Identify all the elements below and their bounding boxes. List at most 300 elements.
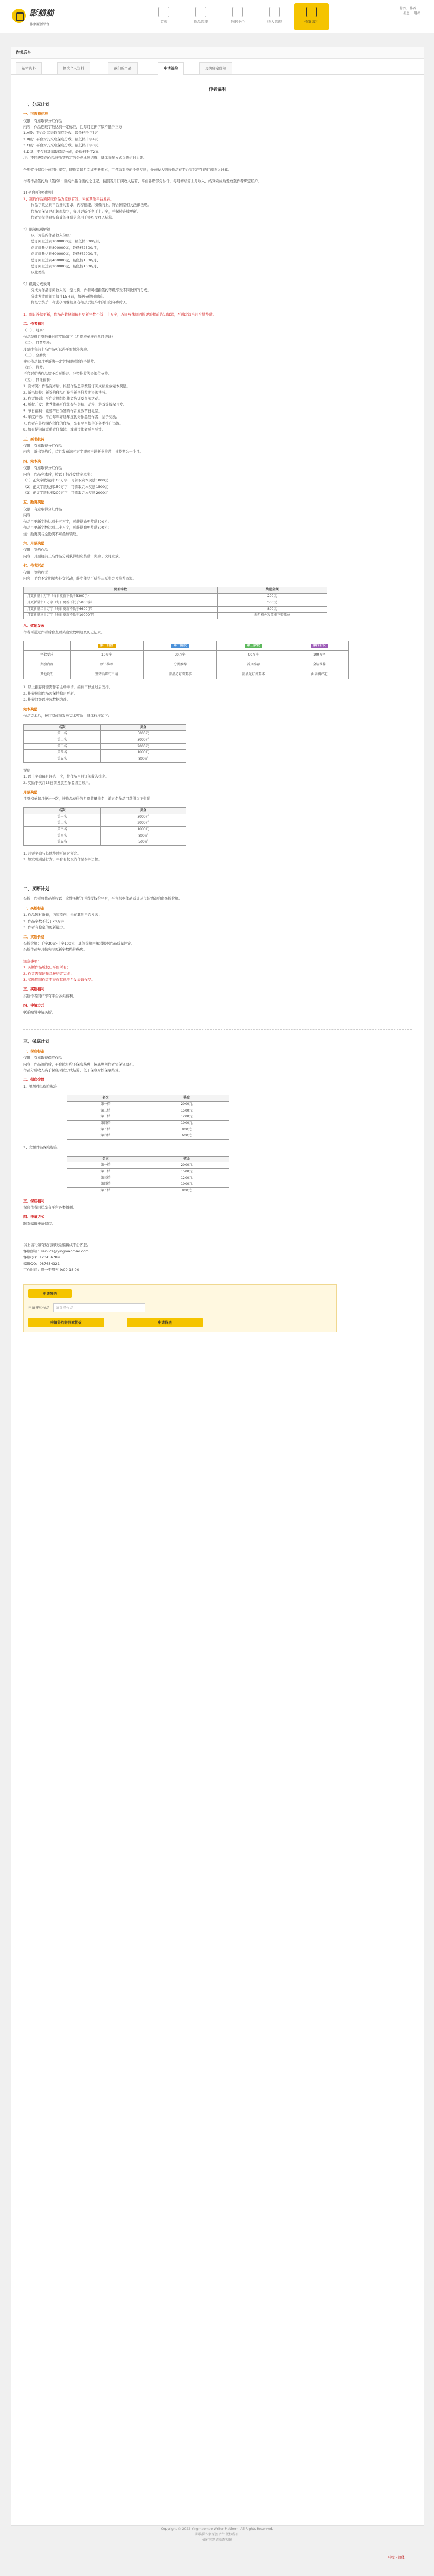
table-cell: 字数要求 [24,651,71,660]
table-cell: 1500元 [144,1108,229,1114]
table-cell: 由编辑评定 [290,670,349,679]
column-header: 名次 [24,724,101,731]
section-title: 二、买断计划 [23,886,49,891]
home-icon [158,7,169,17]
table-header-row [24,807,186,814]
text-line: 1. 完本奖：作品完本后，根据作品总字数及订阅成绩发放完本奖励。 [23,384,130,389]
subsection-title: 二、保底金额 [23,1077,44,1082]
stage-label: 第二阶段 [171,644,189,648]
text-line: 注意事项： [23,959,41,963]
table-cell: 每月额外发放推荐资源位 [218,613,327,619]
table-cell: 2000元 [144,1162,229,1169]
completion-reward-table [23,724,186,763]
line-group [23,851,412,863]
subsection-title: 月票奖励 [23,789,37,794]
subsection-title: 一、买断标准 [23,905,44,910]
paragraph: 作者作品签约后（签约）：签约作品自签约之日起，按照当月订阅收入结算，平台补贴部分另计，每月初结算上月收入，结算完成后发放至作者绑定账户。 [23,178,261,183]
apply-sign-button[interactable]: 申请签约 [28,1289,72,1298]
paragraph: 买断：作者将作品版权以一次性买断的形式授权给平台，平台根据作品质量及市场情况给出买断价格。 [23,896,182,901]
stage-label: 第四阶段 [311,644,328,648]
table-cell: 2000元 [144,1101,229,1108]
subsection-title: 六、月票奖励 [23,541,44,545]
text-line: 作品月更新字数达到二十万字，可获得勤更奖励800元； [23,525,111,530]
text-line: 工作时间：周一至周五 9:00-18:00 [23,1268,79,1272]
text-line: 总订阅量达到400000元，最低档1500/月， [31,258,101,262]
table-header-row [67,1095,229,1102]
column-header: 奖励金额 [218,587,327,594]
text-line: 2. 新书扶持：新签约作品可获得新书推荐期资源扶持。 [23,390,109,395]
table-row [24,660,349,670]
text-line: 联系编辑申请买断。 [23,1010,55,1014]
line-group [23,1222,412,1226]
table-cell: 月更新满三十万字（每日更新不低于10000字） [24,613,218,619]
text-line: 注：勤更奖与全勤奖不可叠加领取。 [23,531,80,536]
text-line: 1. 月票奖励与其他奖励可同时领取。 [23,851,81,856]
stage-header [24,641,71,651]
text-line: 以上福利如有疑问请联系编辑或平台客服。 [23,1243,91,1248]
table-cell: 月更新满十万字（每日更新不低于3300字） [24,594,218,600]
table-header-row [24,724,186,731]
table-row [24,594,327,600]
text-line: 分成发放时间为每月15日前，如遇节假日顺延。 [31,294,106,299]
table-row [24,826,186,833]
table-header-row [24,587,327,594]
table-cell: 3000元 [101,737,186,743]
column-header: 更新字数 [24,587,218,594]
table-row [24,743,186,750]
table-cell: 60万字 [217,651,290,660]
text-line: 作品月更新字数达到十五万字，可获得勤更奖励500元； [23,519,111,524]
subsection-title: 四、申请方式 [23,1215,44,1219]
table-cell: 首页推荐 [217,660,290,670]
table-cell: 需满足订阅要求 [143,670,216,679]
line-group [23,203,412,220]
footer-line: 影猫猫作家原创平台 版权所有 [195,2533,239,2536]
text-line: 买断作品每月按实际更新字数结算稿费。 [23,947,87,952]
text-line: 1. 以上推荐资源需作者主动申请，编辑审核通过后安排。 [23,685,113,690]
male-guarantee-table [67,1095,229,1140]
stage-label: 第三阶段 [245,644,262,648]
table-cell: 第四名 [24,750,101,756]
tab-change-email[interactable]: 更换绑定邮箱 [199,62,232,74]
table-row [67,1168,229,1175]
table-cell: 第六档 [67,1133,144,1140]
rule-title: 1) 平台可签约规则 [23,190,53,195]
table-cell: 3000元 [101,814,186,820]
line-group [23,570,412,582]
text-line: 总订阅量达到800000元，最低档2500/月， [31,245,101,250]
text-line: 4.D级：平台对其采取保底分成，最低档千字2元 [23,149,99,154]
subsection-title: 一、保底标准 [23,1049,44,1053]
table-cell: 第五档 [67,1187,144,1194]
text-line: 买断作者同样享有平台各类福利。 [23,993,76,998]
table-cell: 第五名 [24,839,101,846]
text-line: 2. 奖励于次月15日前发放至作者绑定账户。 [23,780,93,785]
important-notice: 1、保证连续更新，作品连载期间每月更新字数不低于十万字，若因特殊原因断更需提前告知编辑，否则取消当月全勤奖励。 [23,312,216,317]
table-cell: 需满足订阅要求 [217,670,290,679]
text-line: （五）、其他福利： [23,377,54,382]
column-header: 名次 [24,807,101,814]
table-cell: 800元 [144,1187,229,1194]
apply-guarantee-button[interactable]: 申请保底 [127,1318,203,1327]
paragraph: 2、女频作品保底标准 [23,1145,58,1150]
text-line: 编辑QQ：987654321 [23,1261,60,1266]
female-guarantee-table [67,1156,229,1194]
table-row [24,839,186,846]
work-select[interactable]: 请选择作品 [53,1303,145,1312]
line-group [23,548,412,559]
gift-icon [306,7,317,17]
monthly-ticket-table [23,807,186,846]
table-cell: 其他说明 [24,670,71,679]
line-group [23,994,412,999]
subsection-title: 五、勤更奖励 [23,500,44,505]
subsection-title: 八、奖励发放 [23,623,44,628]
text-line: 仅限：有意取得分红作品 [23,466,62,471]
table-cell: 500元 [101,839,186,846]
text-line: 客服邮箱：service@yingmaomao.com [23,1249,89,1254]
text-line: 仅限：有意取得分红作品 [23,506,62,511]
page-title: 作者后台 [11,47,424,59]
tab-bar [11,62,424,75]
work-select-label: 申请签约作品： [28,1305,53,1310]
text-line: 联系编辑申请保底。 [23,1221,55,1226]
table-row [67,1175,229,1181]
table-cell: 1200元 [144,1114,229,1121]
text-line: 7. 作者在签约期内创作的作品，享有平台提供的各类推广资源。 [23,421,123,426]
text-line: 说明： [23,768,34,773]
text-line: 8. 如有疑问请联系责任编辑，或通过作者后台反馈。 [23,427,106,432]
text-line: 内容：作品完本后，按以下标准发放完本奖： [23,472,94,477]
table-row [24,606,327,613]
brand-name: 影猫猫 [29,8,54,18]
table-row [24,814,186,820]
text-line: （三）、全勤奖： [23,353,50,358]
contact-info [23,1243,412,1273]
column-header: 奖金 [144,1095,229,1102]
table-row [67,1187,229,1194]
line-group [23,685,412,702]
subsection-title: 四、完本奖 [23,459,41,464]
paragraph: 全勤奖与保底分成同时享有，即作者每月完成更新要求，可领取对应的全勤奖励；分成收入则按作品在平台实际产生的订阅收入计算。 [23,167,232,172]
table-row [24,737,186,743]
tab-basic-info[interactable]: 基本资料 [16,62,42,74]
line-group [23,959,412,983]
table-cell: 1200元 [144,1175,229,1181]
rule-title: 5）级别分成说明 [23,281,50,286]
text-line: 仅限：有意取得保底作品 [23,1056,62,1061]
table-row [67,1181,229,1188]
text-line: 3.C级：平台对其采取保底分成，最低档千字3元 [23,143,99,148]
text-line: 签约作品每月更新满一定字数即可领取全勤奖。 [23,359,98,364]
stage-label: 第一阶段 [98,644,116,648]
line-group [23,466,412,496]
table-cell: 800元 [144,1127,229,1133]
table-row [67,1162,229,1169]
main-panel [11,47,424,2526]
subsection-title: 二、作者福利 [23,322,44,326]
text-line: 仅限：有意取得分红作品 [23,118,62,123]
chart-icon [232,7,243,17]
column-header: 名次 [67,1156,144,1162]
table-cell: 新书推荐 [70,660,143,670]
table-cell: 第二档 [67,1108,144,1114]
logo-icon [12,9,26,23]
book-icon [195,7,206,17]
table-row [67,1121,229,1127]
text-line: 客服QQ：123456789 [23,1255,60,1260]
table-cell: 第四档 [67,1121,144,1127]
subsection-title: 七、作者活动 [23,563,44,568]
brand-logo[interactable] [12,8,72,25]
text-line: （3）正文字数达到200万字，可领取完本奖励2000元 [23,490,108,495]
subsection-title: 三、买断福利 [23,987,44,992]
section-title: 一、分成计划 [23,101,49,107]
nav-item-income[interactable]: 收入管理 [257,3,292,30]
user-greeting: 你好，作者 [400,7,417,10]
table-cell: 第一名 [24,731,101,737]
table-row [67,1127,229,1133]
table-row [67,1101,229,1108]
table-cell: 2000元 [101,820,186,827]
text-line: 仅限：签约作品 [23,548,48,553]
table-cell: 第二名 [24,820,101,827]
subsection-title: 完本奖励 [23,706,37,711]
line-group [23,288,412,305]
text-line: 仅限：有意取得分红作品 [23,444,62,448]
paragraph: 作品完本后，按订阅成绩发放完本奖励，具体标准如下： [23,714,112,718]
table-cell: 1500元 [144,1168,229,1175]
table-cell: 第二档 [67,1168,144,1175]
line-group [23,507,412,537]
wallet-icon [269,7,280,17]
stage-header [143,641,216,651]
text-line: 月票排名前十名作品可获得平台额外奖励。 [23,346,91,351]
table-cell: 800元 [218,606,327,613]
text-line: 总订阅量达到200000元，最低档1000/月， [31,264,101,269]
table-cell: 第五档 [67,1127,144,1133]
line-group [23,768,412,786]
text-line: 3. 作者培训：平台定期组织作者培训及交流活动。 [23,396,102,401]
footer-line: 如有问题请联系客服 [202,2538,232,2542]
text-line: 3. 作者有稳定的更新能力。 [23,925,67,930]
tab-apply-sign[interactable]: 申请签约 [158,62,184,75]
note-text: 注：不同级别的作品按所签约定的分成比例结算，具体分配方式以签约时为准。 [23,156,147,160]
text-line: 平台对优秀作品给予首页推荐、分类推荐等资源位支持。 [23,371,112,376]
text-line: 内容： [23,513,34,518]
table-cell: 第一名 [24,814,101,820]
text-line: 作者可通过作者后台查看奖励发放明细及历史记录。 [23,630,105,635]
table-cell: 第四档 [67,1181,144,1188]
user-area [400,7,420,16]
text-line: 分成为作品订阅收入的一定比例，作者可根据签约等级享受不同比例的分成。 [31,288,151,293]
text-line: 作品字数达到平台签约要求，内容健康、积极向上，符合国家相关法律法规。 [31,203,151,208]
table-cell: 第三档 [67,1175,144,1181]
line-group [23,119,412,155]
tab-edit-profile[interactable]: 修改个人资料 [57,62,90,74]
recommend-flow-table [23,641,349,680]
text-line: 买断价格：千字30元-千字100元，具体价格由编辑根据作品质量评定。 [23,941,135,946]
table-row [24,731,186,737]
line-group [23,328,412,432]
text-line: 5. 节日福利：重要节日为签约作者发放节日礼品。 [23,408,102,413]
table-cell: 第一档 [67,1162,144,1169]
table-cell: 第二名 [24,737,101,743]
rule-title: 3）限制级别解锁 [23,227,50,232]
text-line: 内容：作品连载字数达到一定标准，且每月更新字数不低于三万 [23,125,122,130]
table-row [24,833,186,839]
text-line: 内容：平台不定期举办征文活动，获奖作品可获得丰厚奖金及推荐资源。 [23,576,136,581]
nav-item-works[interactable]: 作品管理 [183,3,218,30]
text-line: 4. 版权开发：优秀作品可优先参与影视、动漫、游戏等版权开发。 [23,402,127,407]
table-header-row [67,1156,229,1162]
table-cell: 第三档 [67,1114,144,1121]
text-line: 3. 买断期间作者不得在其他平台发表该作品。 [23,978,95,982]
table-cell: 1000元 [144,1181,229,1188]
nav-item-home[interactable]: 首页 [146,3,181,30]
table-cell: 1000元 [101,750,186,756]
table-row [24,651,349,660]
subsection-title: 二、买断价格 [23,934,44,939]
messages-link[interactable]: 消息 [403,11,410,15]
welfare-document [23,79,412,1332]
text-line: 1. 作品题材新颖，内容原创，未在其他平台发表； [23,913,102,917]
table-cell: 第三名 [24,826,101,833]
table-cell: 1000元 [101,826,186,833]
text-line: 内容：作品签约后，平台按月给予保底稿费，保底期间作者需保证更新。 [23,1062,136,1067]
column-header: 奖金 [144,1156,229,1162]
text-line: 3. 推荐效果以实际数据为准。 [23,697,71,702]
paragraph: 月票榜单每月统计一次，按作品获得的月票数量排名，前五名作品可获得以下奖励： [23,796,154,801]
text-line: （1）正文字数达到100万字，可领取完本奖励1000元 [23,478,108,483]
document-title: 作者福利 [209,87,226,92]
footer-line: Copyright © 2022 Yingmaomao Writer Platform. All Rights Reserved. [161,2527,273,2531]
text-line: 作品获得月票数量对应奖励如下（月票榜单按自然月统计） [23,334,115,339]
table-cell: 月更新满二十万字（每日更新不低于6600字） [24,606,218,613]
line-group [23,233,412,275]
line-group [23,630,412,635]
text-line: 2. 推荐期间作品需保持稳定更新。 [23,691,78,696]
text-line: 总订阅量达到600000元，最低档2000/月， [31,252,101,256]
subsection-title: 三、新书扶持 [23,436,44,441]
page-footer [0,2527,434,2543]
table-cell: 2000元 [101,743,186,750]
table-cell: 800元 [101,833,186,839]
text-line: 6. 年度评选：平台每年评选年度优秀作品及作者，给予奖励。 [23,415,120,420]
column-header: 奖金 [101,724,186,731]
subsection-title: 一、可选择标准 [23,112,48,117]
table-cell: 分类推荐 [143,660,216,670]
text-line: 内容：月票榜前三名作品分别获得相应奖励，奖励于次月发放。 [23,554,122,558]
table-cell: 600元 [144,1133,229,1140]
column-header: 奖金 [101,807,186,814]
table-cell: 500元 [218,600,327,606]
text-line: 以此类推 [31,270,45,275]
table-cell: 奖励内容 [24,660,71,670]
text-line: 作品需保证更新频率稳定，每月更新不少于十万字，并保持连续更新。 [31,209,141,214]
submit-apply-button[interactable]: 申请签约并同意协议 [28,1318,104,1327]
text-line: 内容：新书签约后，首月发布满五万字即可申请新书推荐，推荐期为一个月。 [23,449,143,454]
table-cell: 800元 [101,756,186,763]
table-cell: 月更新满十五万字（每日更新不低于5000字） [24,600,218,606]
line-group [23,941,412,953]
logout-link[interactable]: 退出 [413,11,420,15]
nav-item-data[interactable]: 数据中心 [220,3,255,30]
line-group [23,444,412,455]
section-title: 三、保底计划 [23,1039,49,1044]
table-row [24,600,327,606]
text-line: 作品分成收入高于保底时按分成结算，低于保底时按保底结算。 [23,1068,122,1072]
text-line: 2. 作品字数不低于20万字； [23,918,68,923]
line-group [23,1084,412,1089]
stage-header [70,641,143,651]
apply-form [23,1284,337,1332]
table-cell: 100万字 [290,651,349,660]
language-badge[interactable]: 中文 · 简体 [388,2556,405,2560]
line-group [23,1010,412,1015]
table-cell: 第四名 [24,833,101,839]
text-line: 以下为签约作品收入分级： [31,233,73,237]
table-cell: 第五名 [24,756,101,763]
table-row [24,820,186,827]
update-reward-table [23,587,327,619]
text-line: 1. 以上奖励每月评选一次，按作品当月订阅收入排名。 [23,774,109,779]
line-group [23,1056,412,1073]
text-line: 总订阅量达到1000000元，最低档3000/月， [31,239,103,244]
text-line: 1. 买断作品版权归平台所有； [23,965,71,970]
text-line: 仅限：签约作者 [23,570,48,575]
table-cell: 10万字 [70,651,143,660]
table-header-row [24,641,349,651]
column-header: 名次 [67,1095,144,1102]
section-divider [23,1029,412,1030]
text-line: （一）、月票： [23,328,47,333]
subsection-title: 四、申请方式 [23,1003,44,1008]
table-row [67,1108,229,1114]
tab-products[interactable]: 我们的产品 [108,62,138,74]
text-line: 作者需提供真实有效的身份信息用于签约及收入结算。 [31,215,116,220]
table-cell: 30万字 [143,651,216,660]
table-row [67,1133,229,1140]
table-row [67,1114,229,1121]
table-row [24,756,186,763]
rule-highlight: 1、签约作品须保证作品为原创首发，未在其他平台发表。 [23,196,114,201]
text-line: 作品完结后，作者仍可继续享有作品后续产生的订阅分成收入。 [31,300,130,305]
line-group [23,913,412,930]
top-bar [0,0,434,33]
table-row [24,750,186,756]
nav-item-welfare[interactable]: 作家福利 [294,3,329,30]
text-line: 2. 作者需保证作品按约定完成； [23,971,74,976]
table-cell: 全站推荐 [290,660,349,670]
text-line: （四）、推荐： [23,365,47,370]
table-cell: 第一档 [67,1101,144,1108]
table-cell: 1000元 [144,1121,229,1127]
subsection-title: 三、保底福利 [23,1198,44,1203]
table-row [24,613,327,619]
line-group [23,1205,412,1210]
stage-header [217,641,290,651]
table-cell: 200元 [218,594,327,600]
stage-header [290,641,349,651]
table-cell: 5000元 [101,731,186,737]
text-line: 1、男频作品保底标准 [23,1084,58,1089]
text-line: 2. 如发现刷票行为，平台有权取消作品参评资格。 [23,857,102,862]
text-line: 1.A级：平台对其采取保底分成，最低档千字5元 [23,131,99,136]
text-line: （二）、月票奖励： [23,341,54,345]
table-cell: 签约后即可申请 [70,670,143,679]
text-line: 保底作者同样享有平台各类福利。 [23,1205,76,1210]
